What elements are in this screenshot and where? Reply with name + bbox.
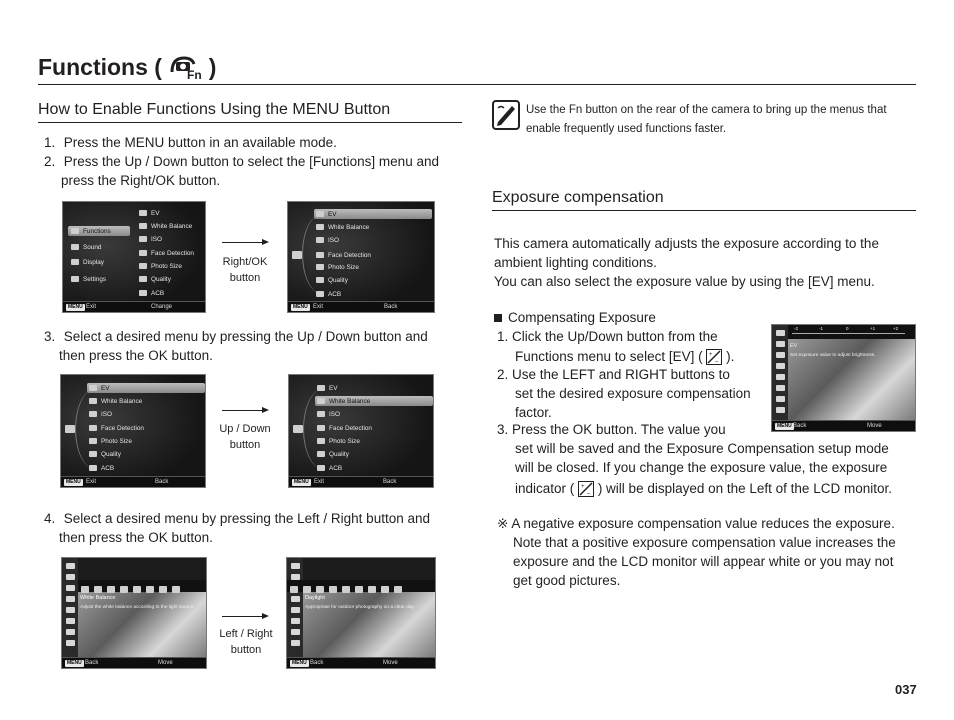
quality-icon <box>316 277 324 283</box>
section-rule-right <box>492 210 916 211</box>
menu-item-ev: EV <box>139 210 160 217</box>
gear-icon <box>71 276 79 282</box>
comp-step-2-line-1: 2. Use the LEFT and RIGHT buttons to <box>497 367 730 382</box>
menu-tab-settings: Settings <box>71 276 106 283</box>
comp-step-1-close: ). <box>726 349 735 364</box>
menu-item-white-balance: White Balance <box>317 398 370 405</box>
ev-icon <box>139 210 147 216</box>
square-bullet-icon <box>494 314 502 322</box>
svg-text:+: + <box>581 484 585 490</box>
ev-scale-tick: +2 <box>893 326 899 331</box>
menu-item-acb: ACB <box>139 290 164 297</box>
acb-icon <box>89 465 97 471</box>
menu-item-white-balance: White Balance <box>139 223 192 230</box>
menu-badge: MENU <box>293 304 308 310</box>
comp-step-3-line-4 <box>497 479 917 498</box>
lcd-footer <box>289 476 433 487</box>
page-title-prefix: Functions ( <box>38 54 162 80</box>
menu-item-photo-size: Photo Size <box>316 264 359 271</box>
footer-back: Back <box>155 479 169 485</box>
camera-fn-icon <box>293 425 307 434</box>
warning-line-2: Note that a positive exposure compensation value increases the <box>513 535 896 550</box>
menu-badge: MENU <box>67 660 82 666</box>
step-3-continuation: then press the OK button. <box>59 348 213 363</box>
note-text: Use the Fn button on the rear of the camera to bring up the menus that enable frequently used functions faster. <box>526 104 887 135</box>
footer-exit: Exit <box>314 479 325 485</box>
svg-text:Fn: Fn <box>187 68 202 80</box>
step-1-text: Press the MENU button in an available mode. <box>63 135 337 150</box>
menu-item-ev: EV <box>316 211 337 218</box>
footer-back: Back <box>310 660 324 666</box>
comp-step-3-line-2: set will be saved and the Exposure Compensation setup mode <box>515 441 889 456</box>
menu-item-face-detection: Face Detection <box>317 425 372 432</box>
arrow-label-line1: Left / Right <box>219 628 273 640</box>
lcd-functions-menu-ev-2 <box>60 374 206 488</box>
lcd-main-menu <box>62 201 206 313</box>
page-title-suffix: ) <box>208 54 217 80</box>
step-3-text: Select a desired menu by pressing the Up / Down button and <box>63 329 428 344</box>
daylight-description: Appropriate for outdoor photography on a clear day. <box>305 605 415 610</box>
comp-step-2-line-3: factor. <box>515 405 552 420</box>
menu-item-quality: Quality <box>89 451 121 458</box>
lcd-daylight-view <box>286 557 436 669</box>
menu-badge: MENU <box>777 423 792 429</box>
menu-badge: MENU <box>294 479 309 485</box>
page-number: 037 <box>895 682 917 697</box>
photo-size-icon <box>317 438 325 444</box>
compensating-heading-text: Compensating Exposure <box>508 310 656 325</box>
menu-item-quality: Quality <box>317 451 349 458</box>
menu-item-acb: ACB <box>89 465 114 472</box>
warning-line-4: get good pictures. <box>513 573 621 588</box>
photo-size-icon <box>89 438 97 444</box>
photo-size-icon <box>316 264 324 270</box>
iso-icon <box>316 237 324 243</box>
exposure-intro <box>494 234 914 291</box>
ev-scale-bar <box>788 325 915 339</box>
face-detection-icon <box>316 252 324 258</box>
step-2-number: 2. <box>44 154 56 169</box>
daylight-title: Daylight <box>305 595 325 601</box>
menu-item-quality: Quality <box>316 277 348 284</box>
arrow-label-line1: Right/OK <box>222 256 268 268</box>
step-3 <box>44 327 428 365</box>
wb-options-bar <box>78 580 206 592</box>
display-icon <box>71 259 79 265</box>
arrow-label-right-ok <box>212 254 278 286</box>
footer-change: Change <box>151 304 173 310</box>
acb-icon <box>316 291 324 297</box>
menu-badge: MENU <box>66 479 81 485</box>
ev-scale-tick: -2 <box>794 326 799 331</box>
live-view-photo <box>303 592 435 657</box>
camera-fn-icon <box>168 52 202 80</box>
white-balance-icon <box>317 398 325 404</box>
svg-text:–: – <box>587 491 591 496</box>
lcd-functions-menu-ev <box>287 201 435 313</box>
footer-exit: Exit <box>86 479 97 485</box>
arrow-label-line2: button <box>229 439 261 451</box>
speaker-icon <box>71 244 79 250</box>
footer-back: Back <box>85 660 99 666</box>
svg-text:–: – <box>715 359 719 364</box>
menu-item-quality: Quality <box>139 276 171 283</box>
step-4-continuation: then press the OK button. <box>59 530 213 545</box>
wb-title: White Balance <box>80 595 116 601</box>
warning-line-3: exposure and the LCD monitor will appear white or you may not <box>513 554 894 569</box>
menu-badge: MENU <box>68 304 83 310</box>
quality-icon <box>89 451 97 457</box>
menu-item-iso: ISO <box>317 411 340 418</box>
camera-fn-icon <box>292 251 306 260</box>
footer-exit: Exit <box>313 304 324 310</box>
acb-icon <box>139 290 147 296</box>
lcd-footer <box>62 657 206 668</box>
ev-scale-tick: 0 <box>846 326 849 331</box>
arrow-label-line2: button <box>230 644 262 656</box>
footer-move: Move <box>867 423 882 429</box>
wb-options-bar <box>287 580 435 592</box>
arrow-right-icon <box>262 407 269 413</box>
menu-item-face-detection: Face Detection <box>89 425 144 432</box>
lcd-ev-view <box>771 324 916 432</box>
intro-line-3: You can also select the exposure value by using the [EV] menu. <box>494 274 875 289</box>
menu-item-white-balance: White Balance <box>89 398 142 405</box>
acb-icon <box>317 465 325 471</box>
section-title-exposure: Exposure compensation <box>492 189 664 206</box>
menu-item-face-detection: Face Detection <box>139 250 194 257</box>
white-balance-icon <box>316 224 324 230</box>
lcd-footer <box>772 420 915 431</box>
footer-exit: Exit <box>86 304 97 310</box>
menu-item-photo-size: Photo Size <box>317 438 360 445</box>
section-title-menu-button: How to Enable Functions Using the MENU Button <box>38 101 391 118</box>
iso-icon <box>89 411 97 417</box>
left-icon-strip <box>772 325 788 420</box>
comp-step-1-text: Functions menu to select [EV] ( <box>515 349 703 364</box>
comp-step-3-line-1: 3. Press the OK button. The value you <box>497 422 726 437</box>
quality-icon <box>139 276 147 282</box>
step-4-number: 4. <box>44 511 56 526</box>
ev-icon <box>706 349 722 365</box>
step-2-text: Press the Up / Down button to select the [Functions] menu and <box>63 154 439 169</box>
menu-item-ev: EV <box>89 385 110 392</box>
lcd-background <box>63 202 205 312</box>
ev-icon <box>317 385 325 391</box>
menu-item-iso: ISO <box>139 236 162 243</box>
left-icon-strip <box>62 558 78 657</box>
footer-back: Back <box>383 479 397 485</box>
menu-item-photo-size: Photo Size <box>89 438 132 445</box>
lcd-footer <box>287 657 435 668</box>
arrow-label-line1: Up / Down <box>219 423 271 435</box>
intro-line-2: ambient lighting conditions. <box>494 255 657 270</box>
ev-scale-tick: +1 <box>870 326 876 331</box>
step-2 <box>44 152 439 190</box>
menu-item-iso: ISO <box>316 237 339 244</box>
step-1 <box>44 133 337 152</box>
lcd-functions-menu-wb <box>288 374 434 488</box>
ev-icon <box>316 211 324 217</box>
menu-badge: MENU <box>292 660 307 666</box>
ev-title: EV <box>790 343 798 349</box>
footer-move: Move <box>383 660 398 666</box>
camera-icon <box>71 228 79 234</box>
iso-icon <box>317 411 325 417</box>
arrow-right-ok-line <box>222 242 262 243</box>
warning-line-1: ※ A negative exposure compensation value reduces the exposure. <box>497 516 895 531</box>
lcd-footer <box>63 301 205 312</box>
page-title <box>38 52 216 81</box>
camera-fn-icon <box>65 425 79 434</box>
step-4-text: Select a desired menu by pressing the Left / Right button and <box>63 511 430 526</box>
intro-line-1: This camera automatically adjusts the exposure according to the <box>494 236 879 251</box>
exposure-warning <box>497 514 917 590</box>
comp-step-3-line-3: will be closed. If you change the exposure value, the exposure <box>515 460 888 475</box>
iso-icon <box>139 236 147 242</box>
lcd-white-balance-view <box>61 557 207 669</box>
step-2-continuation: press the Right/OK button. <box>61 173 221 188</box>
ev-scale-line <box>792 333 905 334</box>
menu-item-iso: ISO <box>89 411 112 418</box>
quality-icon <box>317 451 325 457</box>
ev-scale-tick: -1 <box>819 326 824 331</box>
menu-item-acb: ACB <box>317 465 342 472</box>
white-balance-icon <box>89 398 97 404</box>
photo-size-icon <box>139 263 147 269</box>
section-rule-left <box>38 122 462 123</box>
step-4 <box>44 509 430 547</box>
menu-item-face-detection: Face Detection <box>316 252 371 259</box>
menu-item-ev: EV <box>317 385 338 392</box>
arrow-up-down-line <box>222 410 262 411</box>
step-1-number: 1. <box>44 135 56 150</box>
face-detection-icon <box>89 425 97 431</box>
menu-item-acb: ACB <box>316 291 341 298</box>
title-rule <box>38 84 916 85</box>
note-pencil-icon <box>492 100 520 130</box>
footer-back: Back <box>793 423 807 429</box>
face-detection-icon <box>139 250 147 256</box>
wb-description: Adjust the white balance according to the light source. <box>80 605 195 610</box>
live-view-photo <box>788 339 915 420</box>
arrow-label-left-right <box>210 626 282 658</box>
menu-tab-sound: Sound <box>71 244 101 251</box>
arrow-right-icon <box>262 239 269 245</box>
live-view-photo <box>78 592 206 657</box>
comp-step-2-line-2: set the desired exposure compensation <box>515 386 751 401</box>
compensating-heading <box>494 308 656 327</box>
arrow-right-icon <box>262 613 269 619</box>
ev-icon <box>89 385 97 391</box>
lcd-footer <box>288 301 434 312</box>
menu-item-photo-size: Photo Size <box>139 263 182 270</box>
menu-tab-functions: Functions <box>71 228 111 235</box>
face-detection-icon <box>317 425 325 431</box>
arrow-label-line2: button <box>229 272 261 284</box>
comp-step-2 <box>497 365 751 422</box>
step-3-number: 3. <box>44 329 56 344</box>
menu-item-white-balance: White Balance <box>316 224 369 231</box>
footer-move: Move <box>158 660 173 666</box>
comp-step-1-line-2 <box>497 347 734 366</box>
svg-text:+: + <box>709 352 713 358</box>
comp-step-3-end: ) will be displayed on the Left of the LCD monitor. <box>597 481 892 496</box>
white-balance-icon <box>139 223 147 229</box>
left-icon-strip <box>287 558 303 657</box>
lcd-footer <box>61 476 205 487</box>
arrow-left-right-line <box>222 616 262 617</box>
ev-description: Set exposure value to adjust brightness. <box>790 353 876 358</box>
ev-icon <box>578 481 594 497</box>
footer-back: Back <box>384 304 398 310</box>
comp-step-1 <box>497 327 734 366</box>
menu-tab-display: Display <box>71 259 104 266</box>
arrow-label-up-down <box>212 421 278 453</box>
comp-step-3-text: indicator ( <box>515 481 575 496</box>
comp-step-1-line-1: 1. Click the Up/Down button from the <box>497 329 718 344</box>
